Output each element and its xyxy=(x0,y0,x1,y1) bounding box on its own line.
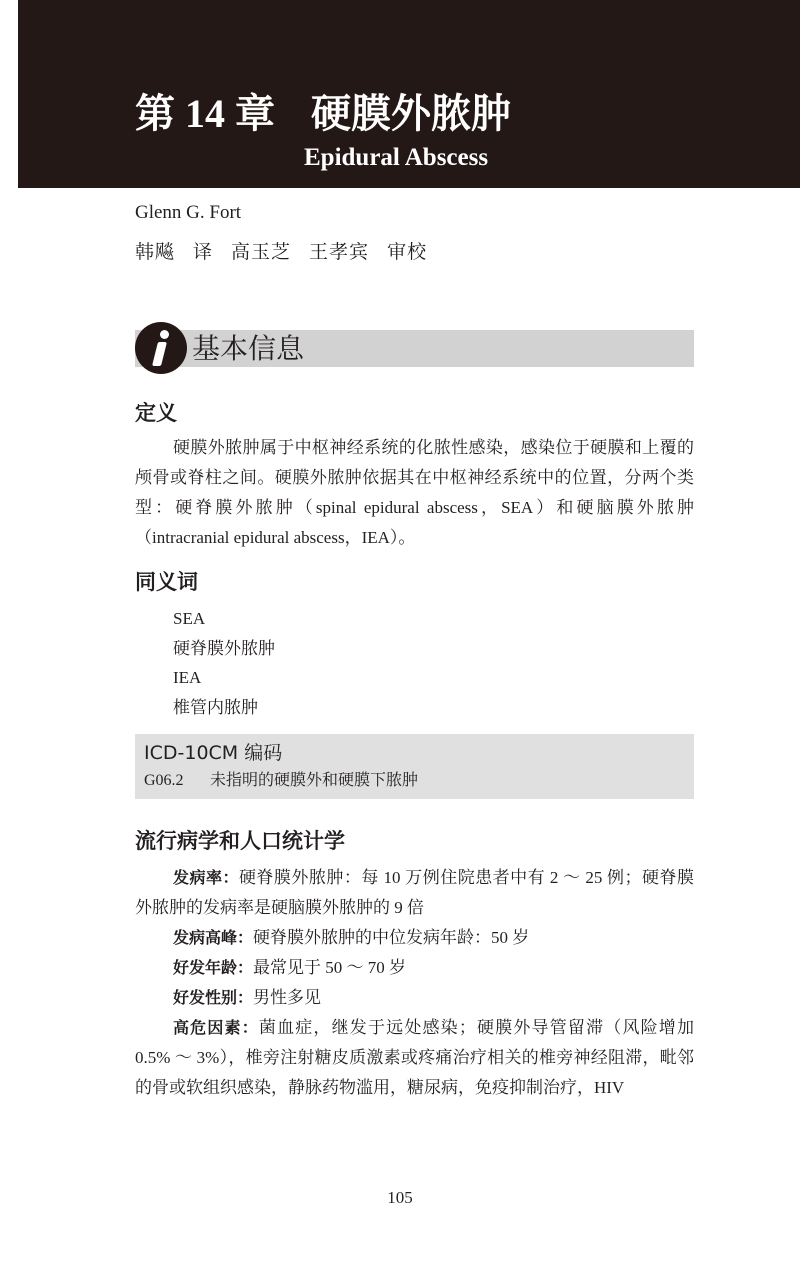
peak-label: 发病高峰： xyxy=(173,928,254,947)
reviewer-name-2: 王孝宾 xyxy=(309,242,370,263)
age-label: 好发年龄： xyxy=(173,958,254,977)
sex-text: 男性多见 xyxy=(253,988,322,1007)
epidemiology-heading: 流行病学和人口统计学 xyxy=(135,829,345,853)
peak-text: 硬脊膜外脓肿的中位发病年龄：50 岁 xyxy=(253,928,530,947)
synonyms-heading: 同义词 xyxy=(135,570,198,594)
icd-title: ICD-10CM 编码 xyxy=(144,742,283,764)
list-item: IEA xyxy=(173,668,202,687)
icd-code: G06.2 xyxy=(144,772,184,789)
list-item: 硬脊膜外脓肿 xyxy=(173,638,275,658)
sex-paragraph xyxy=(135,983,694,1013)
synonym-list xyxy=(173,604,275,722)
risk-label: 高危因素： xyxy=(173,1018,259,1037)
reviewer-name-1: 高玉芝 xyxy=(231,242,292,263)
incidence-label: 发病率： xyxy=(173,868,239,887)
icd-description: 未指明的硬膜外和硬膜下脓肿 xyxy=(210,772,419,789)
risk-paragraph xyxy=(135,1013,694,1103)
definition-text: 硬膜外脓肿属于中枢神经系统的化脓性感染，感染位于硬膜和上覆的颅骨或脊柱之间。硬膜外脓肿依据其在中枢神经系统中的位置，分两个类型：硬脊膜外脓肿（spinal epidural abscess，SEA）和硬脑膜外脓肿（intracranial epidural abscess，IEA）。 xyxy=(135,438,694,547)
author: Glenn G. Fort xyxy=(135,202,242,223)
age-text: 最常见于 50 ～ 70 岁 xyxy=(253,958,407,977)
icd-row xyxy=(144,768,418,794)
translators-line xyxy=(135,239,445,267)
definition-heading: 定义 xyxy=(135,401,177,425)
list-item: 椎管内脓肿 xyxy=(173,697,258,717)
basic-info-title: 基本信息 xyxy=(192,332,305,365)
chapter-label: 第 14 章 xyxy=(135,91,275,136)
list-item: SEA xyxy=(173,609,206,628)
page-number: 105 xyxy=(387,1188,413,1207)
chapter-title-en: Epidural Abscess xyxy=(304,144,489,171)
incidence-paragraph xyxy=(135,863,694,923)
info-icon xyxy=(135,322,187,374)
age-paragraph xyxy=(135,953,694,983)
review-word: 审校 xyxy=(387,242,428,263)
sex-label: 好发性别： xyxy=(173,988,254,1007)
chapter-title-cn: 硬膜外脓肿 xyxy=(311,91,511,136)
peak-paragraph xyxy=(135,923,694,953)
chapter-title xyxy=(135,88,511,140)
incidence-text: 硬脊膜外脓肿：每 10 万例住院患者中有 2 ～ 25 例；硬脊膜外脓肿的发病率是硬脑膜外脓肿的 9 倍 xyxy=(135,868,694,917)
translator-name: 韩飚 xyxy=(135,242,176,263)
risk-text: 菌血症，继发于远处感染；硬膜外导管留滞（风险增加 0.5% ～ 3%），椎旁注射糖皮质激素或疼痛治疗相关的椎旁神经阻滞，毗邻的骨或软组织感染，静脉药物滥用，糖尿病，免疫抑制治疗，HIV xyxy=(135,1018,694,1097)
translate-word: 译 xyxy=(193,242,214,263)
